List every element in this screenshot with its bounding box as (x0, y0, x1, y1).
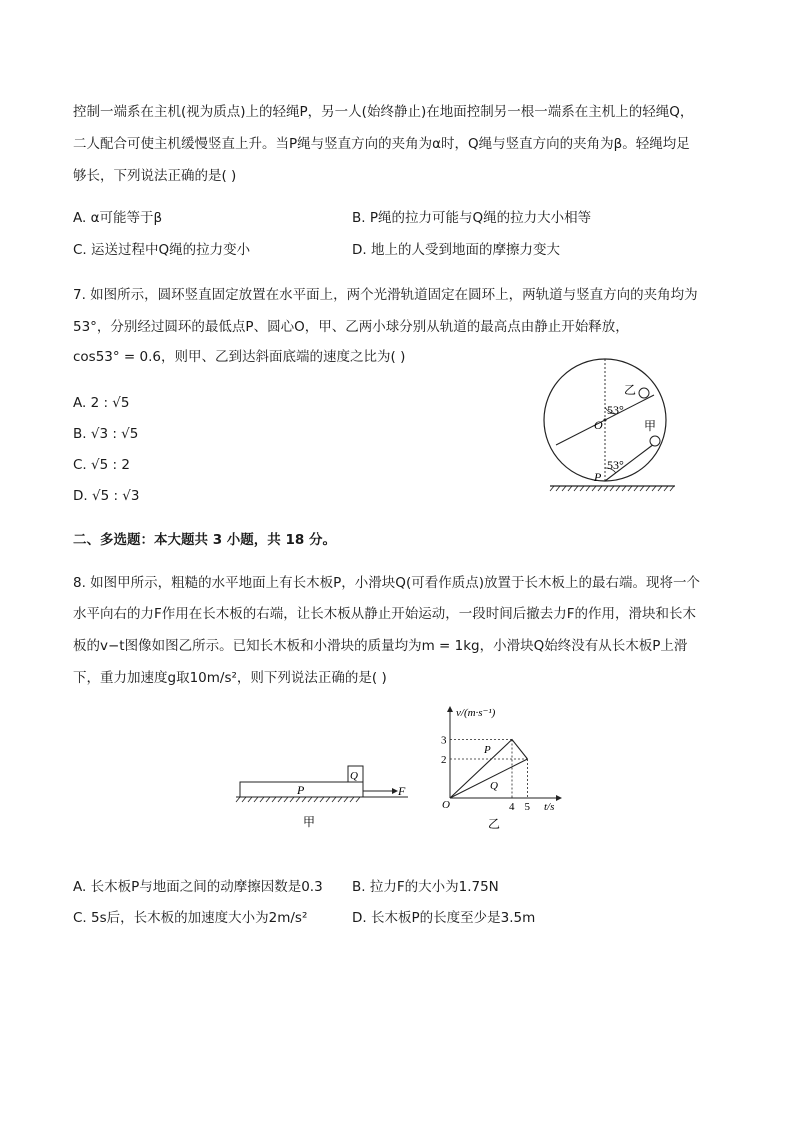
label-o: O (594, 418, 603, 432)
q6-stem-line-1: 控制一端系在主机(视为质点)上的轻绳P，另一人(始终静止)在地面控制另一根一端系在主机上的轻绳Q， (73, 104, 694, 120)
q6-option-b[interactable]: B. P绳的拉力可能与Q绳的拉力大小相等 (352, 210, 592, 226)
q8-figure-jia (232, 760, 412, 832)
q7-option-d[interactable]: D. √5 : √3 (73, 488, 140, 504)
q8-option-c[interactable]: C. 5s后，长木板的加速度大小为2m/s² (73, 910, 308, 926)
x-axis-arrow (556, 795, 562, 801)
x-tick-5: 5 (524, 801, 530, 813)
q7-option-b[interactable]: B. √3 : √5 (73, 426, 139, 442)
caption-yi: 乙 (488, 817, 501, 831)
q8-stem-line-3: 板的v−t图像如图乙所示。已知长木板和小滑块的质量均为m = 1kg，小滑块Q始终没有从长木板P上滑 (73, 638, 688, 654)
q6-option-a[interactable]: A. α可能等于β (73, 210, 163, 226)
q8-stem-line-1: 8. 如图甲所示，粗糙的水平地面上有长木板P，小滑块Q(可看作质点)放置于长木板上的最右端。现将一个 (73, 575, 700, 591)
series-q-line (450, 759, 528, 798)
x-tick-4: 4 (509, 801, 515, 813)
q7-ring-figure (540, 352, 685, 497)
center-dot (604, 419, 607, 422)
caption-jia: 甲 (303, 815, 316, 829)
q7-stem-line-2: 53°，分别经过圆环的最低点P、圆心O，甲、乙两小球分别从轨道的最高点由静止开始释放， (73, 319, 629, 335)
label-p: P (594, 470, 602, 484)
block-q-label: Q (350, 770, 358, 782)
angle-bottom-label: 53° (607, 458, 624, 472)
ball-jia (650, 436, 660, 446)
origin-label: O (442, 799, 450, 811)
label-yi: 乙 (624, 383, 637, 397)
q6-stem-line-2: 二人配合可使主机缓慢竖直上升。当P绳与竖直方向的夹角为α时，Q绳与竖直方向的夹角为β。轻绳均足 (73, 136, 690, 152)
q6-option-d[interactable]: D. 地上的人受到地面的摩擦力变大 (352, 242, 560, 258)
q6-option-c[interactable]: C. 运送过程中Q绳的拉力变小 (73, 242, 251, 258)
ground-hatch (550, 486, 674, 491)
y-tick-2: 2 (441, 754, 447, 766)
q7-option-c[interactable]: C. √5 : 2 (73, 457, 130, 473)
y-axis-arrow (447, 706, 453, 712)
q7-stem-line-1: 7. 如图所示，圆环竖直固定放置在水平面上，两个光滑轨道固定在圆环上，两轨道与竖直方向的夹角均为 (73, 287, 698, 303)
x-axis-label: t/s (544, 801, 555, 813)
q8-stem-line-4: 下，重力加速度g取10m/s²，则下列说法正确的是( ) (73, 670, 387, 686)
board-p-label: P (297, 783, 305, 797)
q7-stem-line-3: cos53° = 0.6，则甲、乙到达斜面底端的速度之比为( ) (73, 349, 406, 365)
floor-hatch (236, 797, 360, 802)
section-2-heading: 二、多选题：本大题共 3 小题，共 18 分。 (73, 532, 336, 548)
ball-yi (639, 388, 649, 398)
q8-option-b[interactable]: B. 拉力F的大小为1.75N (352, 879, 499, 895)
y-axis-label: v/(m·s⁻¹) (456, 707, 496, 719)
label-jia: 甲 (644, 419, 657, 433)
q8-option-d[interactable]: D. 长木板P的长度至少是3.5m (352, 910, 536, 926)
y-tick-3: 3 (441, 734, 447, 747)
angle-top-label: 53° (607, 403, 624, 417)
q8-option-a[interactable]: A. 长木板P与地面之间的动摩擦因数是0.3 (73, 879, 323, 895)
series-q-label: Q (490, 780, 498, 792)
q7-option-a[interactable]: A. 2 : √5 (73, 395, 130, 411)
series-p-label: P (484, 744, 491, 756)
q6-stem-line-3: 够长，下列说法正确的是( ) (73, 168, 237, 184)
force-label: F (398, 784, 406, 798)
q8-stem-line-2: 水平向右的力F作用在长木板的右端，让长木板从静止开始运动，一段时间后撤去力F的作用，滑块和长木 (73, 606, 697, 622)
q8-vt-graph (440, 700, 570, 832)
